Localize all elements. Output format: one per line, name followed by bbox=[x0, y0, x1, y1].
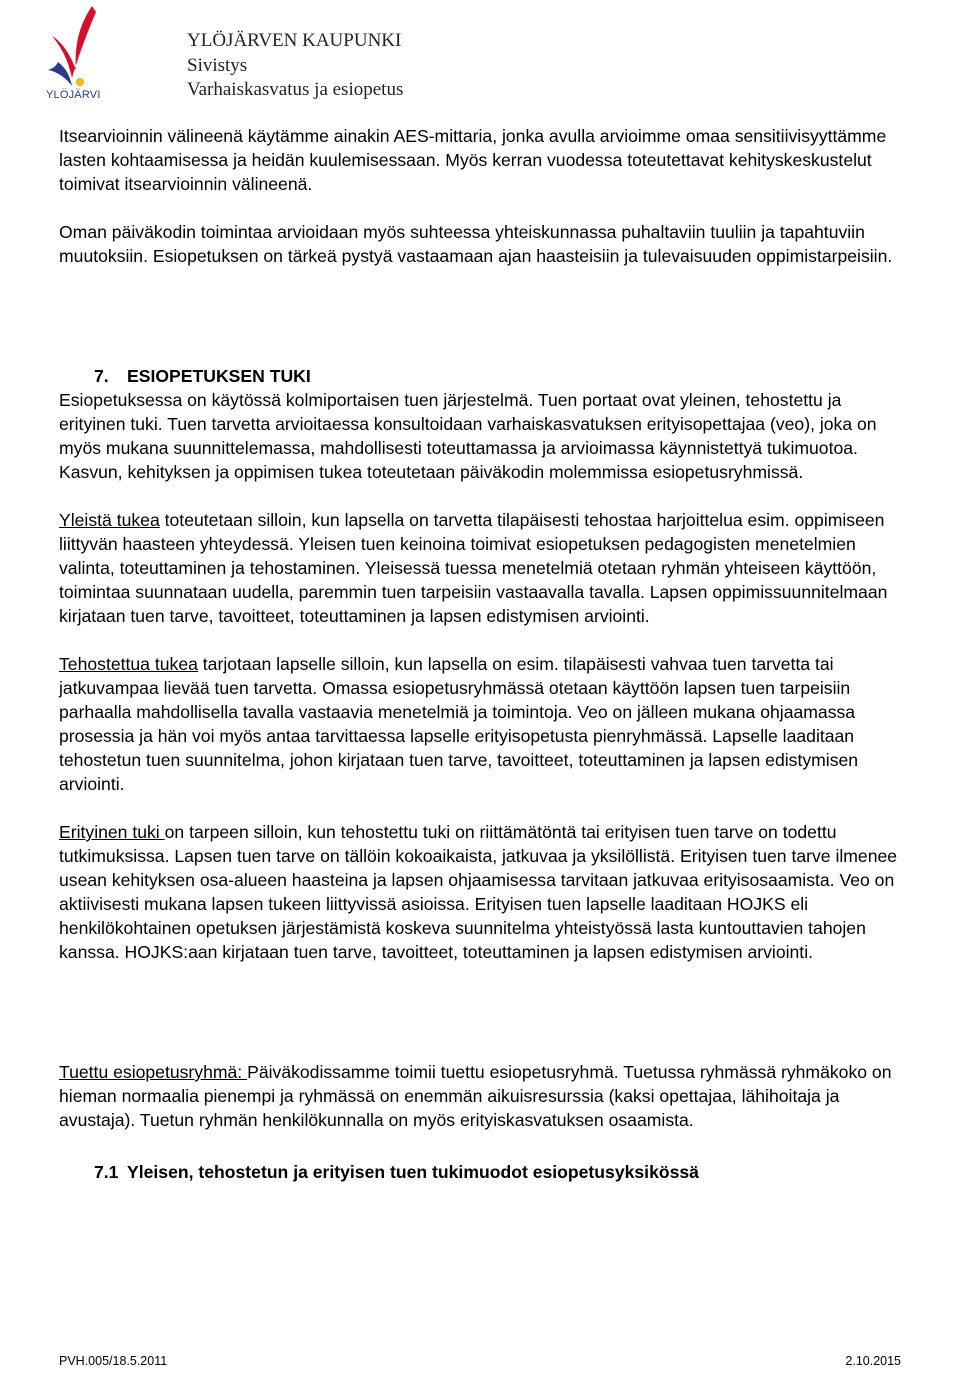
text-special-support: on tarpeen silloin, kun tehostettu tuki on riittämätöntä tai erityisen tuen tarve on todettu tutkimuksissa. Lapsen tuen tarve on tällöin kokoaikaista, jatkuvaa ja yksilöllistä. Erityisen tuen tarve ilmenee usean kehityksen osa-alueen haasteina ja lapsen ohjaamisessa tarvitaan jatkuvaa erityisosaamista. Veo on aktiivisesti mukana lapsen tukeen liittyvissä asioissa. Erityisen tuen lapselle laaditaan HOJKS eli henkilökohtainen opetuksen järjestämistä koskeva suunnitelma yhteistyössä lasta kuntouttavien tahojen kanssa. HOJKS:aan kirjataan tuen tarve, tavoitteet, toteuttaminen ja lapsen edistymisen arviointi. bbox=[59, 822, 898, 962]
paragraph-general-support bbox=[59, 508, 909, 628]
footer-date: 2.10.2015 bbox=[845, 1354, 901, 1368]
paragraph-support-system: Esiopetuksessa on käytössä kolmiportaisen tuen järjestelmä. Tuen portaat ovat yleinen, tehostettu ja erityinen tuki. Tuen tarvetta arvioitaessa konsultoidaan varhaiskasvatuksen erityisopettajaa (veo), joka on myös mukana suunnittelemassa, mahdollisesti toteuttamassa ja arvioimassa käynnistettyä tukimuotoa. Kasvun, kehityksen ja oppimisen tukea toteutetaan päiväkodin molemmissa esiopetusryhmissä. bbox=[59, 390, 877, 482]
term-intensified-support: Tehostettua tukea bbox=[59, 654, 198, 674]
term-supported-group: Tuettu esiopetusryhmä: bbox=[59, 1062, 248, 1082]
section-7-title: ESIOPETUKSEN TUKI bbox=[127, 366, 311, 386]
logo-text: YLÖJÄRVI bbox=[46, 89, 101, 101]
section-7-1-number: 7.1 bbox=[94, 1162, 119, 1182]
paragraph-self-assessment: Itsearvioinnin välineenä käytämme ainakin AES-mittaria, jonka avulla arvioimme omaa sensitiivisyyttämme lasten kohtaamisessa ja heidän kuulemisessaan. Myös kerran vuodessa toteutettavat kehityskeskustelut toimivat itsearvioinnin välineenä. bbox=[59, 126, 887, 194]
logo-blue-swoosh bbox=[48, 62, 72, 86]
paragraph-intensified-support bbox=[59, 652, 909, 796]
document-body bbox=[59, 124, 909, 1132]
section-7-1-title: Yleisen, tehostetun ja erityisen tuen tukimuodot esiopetusyksikössä bbox=[127, 1162, 699, 1182]
footer-document-code: PVH.005/18.5.2011 bbox=[59, 1354, 168, 1368]
text-supported-group: Päiväkodissamme toimii tuettu esiopetusryhmä. Tuetussa ryhmässä ryhmäkoko on hieman normaalia pienempi ja ryhmässä on enemmän aikuisresurssia (kaksi opettajaa, lähihoitaja ja avustaja). Tuetun ryhmän henkilökunnalla on myös erityiskasvatuksen osaamista. bbox=[59, 1062, 892, 1130]
paragraph-special-support bbox=[59, 820, 909, 964]
term-general-support: Yleistä tukea bbox=[59, 510, 160, 530]
section-7-1-heading bbox=[94, 1162, 699, 1183]
org-unit: Varhaiskasvatus ja esiopetus bbox=[187, 79, 404, 100]
text-intensified-support: tarjotaan lapselle silloin, kun lapsella on esim. tilapäisesti vahvaa tuen tarvetta tai jatkuvampaa lievää tuen tarvetta. Omassa esiopetusryhmässä otetaan käyttöön lapsen tuen tarpeisiin parhaalla mahdollisella tavalla vastaavia menetelmiä ja toimintoja. Veo on jälleen mukana ohjaamassa prosessia ja hän voi myös antaa tarvittaessa lapselle erityisopetusta pienryhmässä. Lapselle laaditaan tehostetun tuen suunnitelma, johon kirjataan tuen tarve, tavoitteet, toteuttaminen ja lapsen edistymisen arviointi. bbox=[59, 654, 859, 794]
term-special-support: Erityinen tuki bbox=[59, 822, 165, 842]
org-name: YLÖJÄRVEN KAUPUNKI bbox=[187, 30, 402, 51]
logo-yellow-dot bbox=[76, 78, 84, 86]
section-7-number: 7. bbox=[94, 366, 109, 386]
text-general-support: toteutetaan silloin, kun lapsella on tarvetta tilapäisesti tehostaa harjoittelua esim. oppimiseen liittyvän haasteen yhteydessä. Yleisen tuen keinoina toimivat esiopetuksen pedagogisten menetelmien valinta, toteuttaminen ja tehostaminen. Yleisessä tuessa menetelmiä otetaan ryhmän yhteiseen käyttöön, toimintaa suunnataan uudella, paremmin tuen tarpeisiin vastaavalla tavalla. Lapsen oppimissuunnitelmaan kirjataan tuen tarve, tavoitteet, toteuttaminen ja lapsen edistymisen arviointi. bbox=[59, 510, 888, 626]
paragraph-society: Oman päiväkodin toimintaa arvioidaan myös suhteessa yhteiskunnassa puhaltaviin tuuliin ja tapahtuviin muutoksiin. Esiopetuksen on tärkeä pystyä vastaamaan ajan haasteisiin ja tulevaisuuden oppimistarpeisiin. bbox=[59, 222, 893, 266]
org-department: Sivistys bbox=[187, 54, 248, 76]
organization-header bbox=[187, 29, 403, 103]
section-7-heading bbox=[94, 366, 311, 387]
paragraph-supported-group bbox=[59, 1060, 909, 1132]
